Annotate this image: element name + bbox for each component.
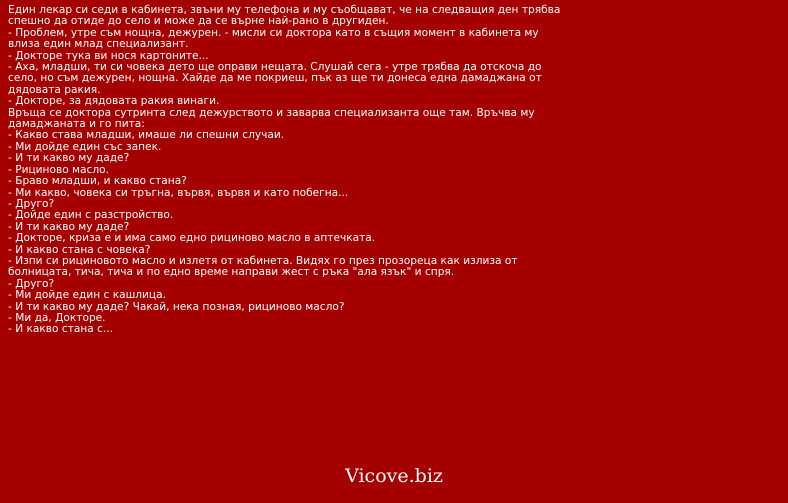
joke-line: - И ти какво му даде? — [8, 220, 130, 233]
joke-line: - Друго? — [8, 277, 55, 290]
joke-line: Връща се доктора сутринта след дежурството и заварва специализанта още там. Връчва му дамаджаната и го пита: — [8, 106, 535, 131]
site-watermark: Vicove.biz — [345, 465, 443, 487]
joke-line: - Ми дойде един със запек. — [8, 140, 162, 153]
joke-line: - Докторе, криза е и има само едно рициново масло в аптечката. — [8, 232, 376, 245]
joke-line: - Браво младши, и какво стана? — [8, 175, 187, 188]
joke-line: - Друго? — [8, 197, 55, 210]
joke-line: - И ти какво му даде? Чакай, нека позная, рициново масло? — [8, 300, 345, 313]
joke-line: - Докторе тука ви нося картоните... — [8, 49, 209, 62]
joke-line: Един лекар си седи в кабинета, звъни му телефона и му съобщават, че на следващия ден трябва спешно да отиде до село и може да се върне най-рано в другиден. — [8, 4, 561, 28]
joke-line: - Ми какво, човека си тръгна, вървя, вървя и като побегна... — [8, 186, 349, 199]
joke-line: - Какво става младши, имаше ли спешни случаи. — [8, 129, 285, 142]
joke-line: - И какво стана с... — [8, 323, 114, 336]
joke-line: - Рициново масло. — [8, 163, 109, 176]
joke-text — [8, 5, 568, 336]
joke-line: - Ми да, Докторе. — [8, 311, 106, 324]
joke-line: - Докторе, за дядовата ракия винаги. — [8, 95, 220, 108]
joke-line: - Изпи си рициновото масло и излетя от кабинета. Видях го през прозореца как излиза от болницата, тича, тича и по едно време направи жест с ръка "ала язък" и спря. — [8, 254, 518, 279]
joke-line: - Дойде един с разстройство. — [8, 209, 174, 222]
joke-line: - И какво стана с човека? — [8, 243, 151, 256]
joke-line: - Проблем, утре съм нощна, дежурен. - мисли си доктора като в същия момент в кабинета му влиза един млад специализант. — [8, 26, 539, 51]
joke-line: - Ми дойде един с кашлица. — [8, 289, 167, 302]
joke-line: - Аха, младши, ти си човека дето ще оправи нещата. Слушай сега - утре трябва да отскоча до село, но съм дежурен, нощна. Хайде да ме покриеш, пък аз ще ти донеса една дамаджана от дядовата ракия. — [8, 61, 542, 96]
joke-line: - И ти какво му даде? — [8, 152, 130, 165]
